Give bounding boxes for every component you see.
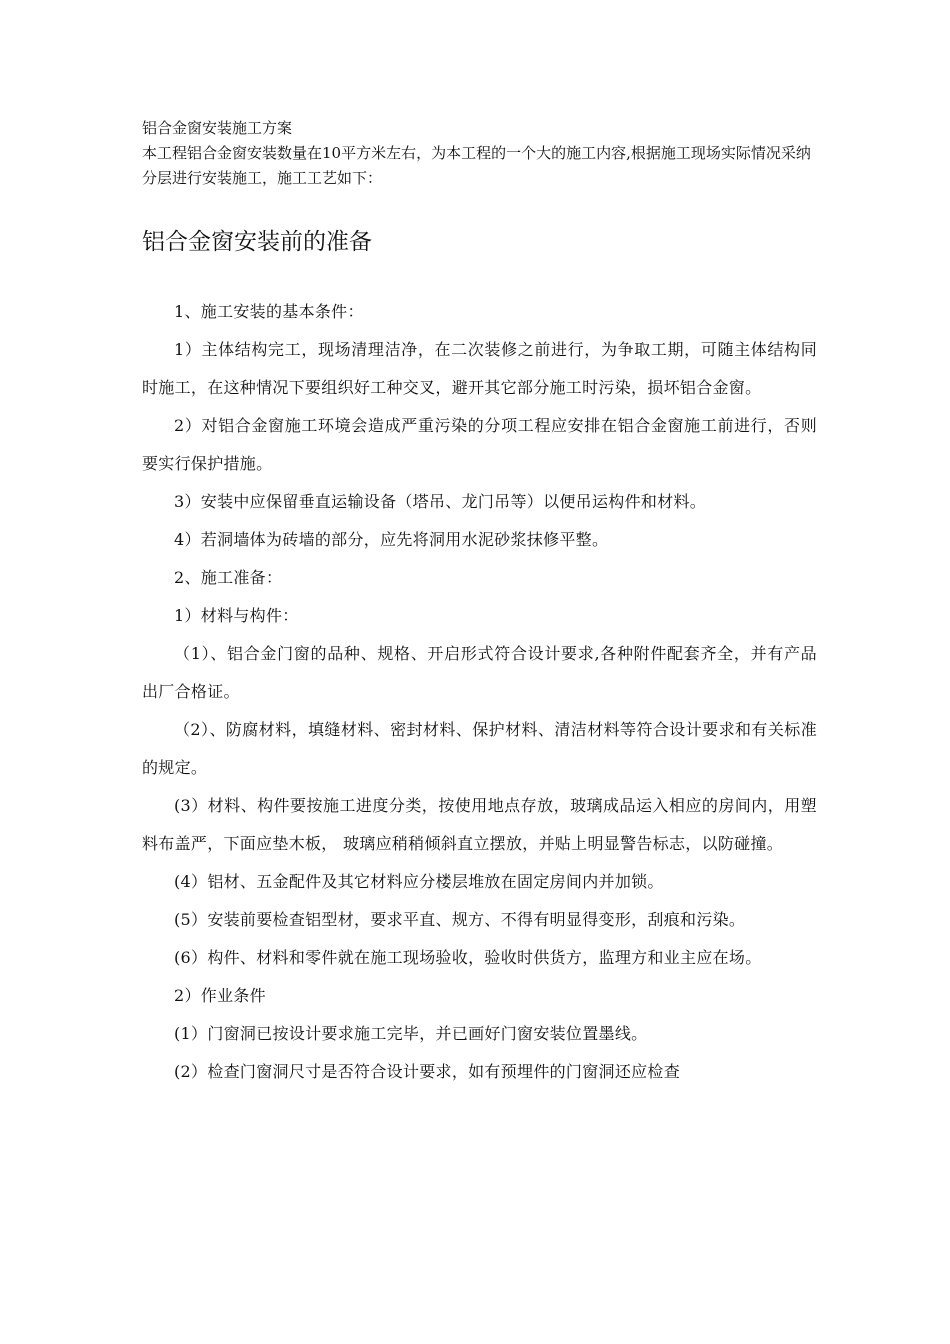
document-title-line: 铝合金窗安装施工方案 [142,119,293,137]
section-heading: 铝合金窗安装前的准备 [142,229,372,255]
paragraph-material-2: （2）、防腐材料，填缝材料、密封材料、保护材料、清洁材料等符合设计要求和有关标准的规定。 [142,720,817,777]
paragraph-condition-1: 1）主体结构完工，现场清理洁净，在二次装修之前进行，为争取工期，可随主体结构同时施工，在这种情况下要组织好工种交叉，避开其它部分施工时污染，损坏铝合金窗。 [142,340,817,397]
paragraph-work-condition-2: (2）检查门窗洞尺寸是否符合设计要求，如有预埋件的门窗洞还应检查 [174,1062,681,1081]
paragraph-material-6: (6）构件、材料和零件就在施工现场验收，验收时供货方，监理方和业主应在场。 [174,948,762,967]
paragraph-condition-3: 3）安装中应保留垂直运输设备（塔吊、龙门吊等）以便吊运构件和材料。 [174,492,707,511]
paragraph-material-1: （1）、铝合金门窗的品种、规格、开启形式符合设计要求,各种附件配套齐全，并有产品出厂合格证。 [142,644,817,701]
paragraph-condition-4: 4）若洞墙体为砖墙的部分，应先将洞用水泥砂浆抹修平整。 [174,530,609,549]
paragraph-preparation: 2、施工准备： [174,568,283,587]
paragraph-materials: 1）材料与构件： [174,606,299,625]
paragraph-material-3: (3）材料、构件要按施工进度分类，按使用地点存放，玻璃成品运入相应的房间内，用塑料布盖严，下面应垫木板， 玻璃应稍稍倾斜直立摆放，并贴上明显警告标志，以防碰撞。 [142,796,817,853]
paragraph-work-condition-1: (1）门窗洞已按设计要求施工完毕，并已画好门窗安装位置墨线。 [174,1024,648,1043]
paragraph-material-4: (4）铝材、五金配件及其它材料应分楼层堆放在固定房间内并加锁。 [174,872,664,891]
paragraph-work-conditions: 2）作业条件 [174,986,266,1005]
paragraph-condition-2: 2）对铝合金窗施工环境会造成严重污染的分项工程应安排在铝合金窗施工前进行，否则要实行保护措施。 [142,416,817,473]
intro-paragraph: 本工程铝合金窗安装数量在10平方米左右，为本工程的一个大的施工内容,根据施工现场实际情况采纳分层进行安装施工，施工工艺如下： [142,144,811,187]
document-body [142,116,817,1091]
paragraph-material-5: (5）安装前要检查铝型材，要求平直、规方、不得有明显得变形，刮痕和污染。 [174,910,746,929]
paragraph-basic-conditions: 1、施工安装的基本条件： [174,302,364,321]
